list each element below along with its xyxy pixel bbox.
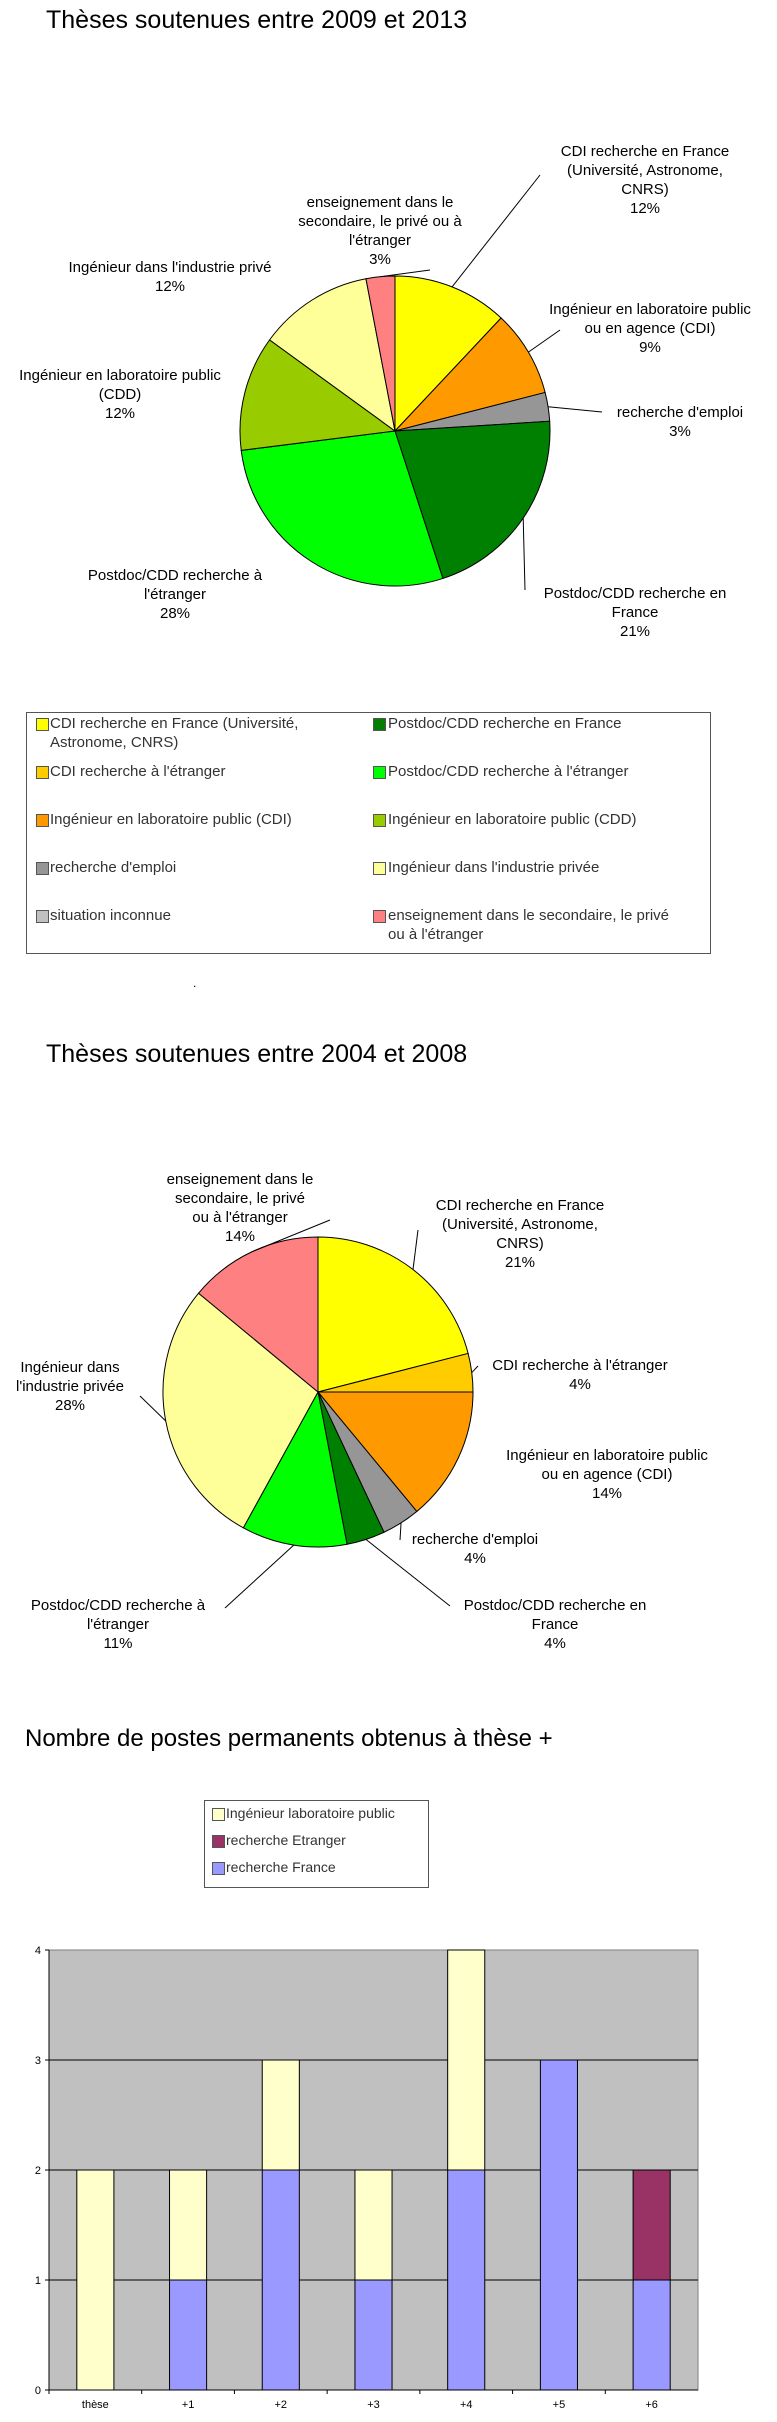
y-tick-label: 4 <box>34 1945 41 1957</box>
pie2-label-enseignement: enseignement dans le secondaire, le privé ou à l'étranger 14% <box>166 1171 314 1245</box>
pie1-label-recherche-emploi: recherche d'emploi 3% <box>616 404 744 440</box>
pie2-label-cdi-france: CDI recherche en France (Université, Astronome, CNRS) 21% <box>435 1197 605 1271</box>
chart3-title: Nombre de postes permanents obtenus à thèse + <box>25 1725 553 1752</box>
y-tick-label: 0 <box>34 2385 41 2397</box>
legend-item: Postdoc/CDD recherche en France <box>388 715 622 732</box>
legend-item: recherche Etranger <box>226 1832 346 1848</box>
bar-0-3 <box>355 2280 392 2390</box>
x-tick-label: +5 <box>552 2399 566 2411</box>
pie1-label-enseignement: enseignement dans le secondaire, le privé ou à l'étranger 3% <box>298 194 462 268</box>
x-tick-label: +1 <box>181 2399 195 2411</box>
pie1-label-industrie: Ingénieur dans l'industrie privé 12% <box>68 259 272 295</box>
legend-item: Ingénieur en laboratoire public (CDI) <box>50 811 292 828</box>
pie1-label-postdoc-france: Postdoc/CDD recherche en France 21% <box>543 585 727 640</box>
legend-item: enseignement dans le secondaire, le privé ou à l'étranger <box>388 907 670 943</box>
legend-item: Ingénieur dans l'industrie privée <box>388 859 600 876</box>
legend-item: Ingénieur laboratoire public <box>226 1805 395 1821</box>
bar-0-1 <box>170 2280 207 2390</box>
x-tick-label: +6 <box>645 2399 658 2411</box>
legend-item: Ingénieur en laboratoire public (CDD) <box>388 811 637 828</box>
bar-0-6 <box>633 2280 670 2390</box>
bar-2-1 <box>170 2170 207 2280</box>
legend-item: situation inconnue <box>50 907 171 924</box>
pie2-label-industrie: Ingénieur dans l'industrie privée 28% <box>16 1359 124 1414</box>
pie2-label-postdoc-etranger: Postdoc/CDD recherche à l'étranger 11% <box>30 1597 206 1652</box>
legend-item: Postdoc/CDD recherche à l'étranger <box>388 763 629 780</box>
pie1-label-ingenieur-cdd: Ingénieur en laboratoire public (CDD) 12% <box>19 367 221 422</box>
bar-2-4 <box>448 1950 485 2170</box>
pie2-label-postdoc-france: Postdoc/CDD recherche en France 4% <box>463 1597 647 1652</box>
bar-2-2 <box>262 2060 299 2170</box>
chart1-title: Thèses soutenues entre 2009 et 2013 <box>46 6 468 34</box>
chart2-title: Thèses soutenues entre 2004 et 2008 <box>46 1040 468 1068</box>
bar-1-6 <box>633 2170 670 2280</box>
y-tick-label: 1 <box>34 2275 41 2287</box>
legend-item: CDI recherche en France (Université, Astronome, CNRS) <box>50 715 299 751</box>
x-tick-label: +4 <box>459 2399 473 2411</box>
separator-dot: . <box>193 976 197 990</box>
pie1-label-postdoc-etranger: Postdoc/CDD recherche à l'étranger 28% <box>87 567 263 622</box>
x-tick-label: +2 <box>274 2399 288 2411</box>
bar-0-5 <box>540 2060 577 2390</box>
y-tick-label: 3 <box>34 2055 41 2067</box>
x-tick-label: thèse <box>81 2399 109 2411</box>
legend-item: CDI recherche à l'étranger <box>50 763 226 780</box>
bar-0-4 <box>448 2170 485 2390</box>
x-tick-label: +3 <box>367 2399 380 2411</box>
pie1-label-ingenieur-cdi: Ingénieur en laboratoire public ou en agence (CDI) 9% <box>549 301 751 356</box>
pie2-label-recherche-emploi: recherche d'emploi 4% <box>411 1531 539 1567</box>
pie2-label-ingenieur-cdi: Ingénieur en laboratoire public ou en agence (CDI) 14% <box>506 1447 708 1502</box>
pie1-label-cdi-france: CDI recherche en France (Université, Astronome, CNRS) 12% <box>560 143 730 217</box>
legend-item: recherche d'emploi <box>50 859 177 876</box>
y-tick-label: 2 <box>34 2165 41 2177</box>
bar-2-3 <box>355 2170 392 2280</box>
pie2-label-cdi-etranger: CDI recherche à l'étranger 4% <box>492 1357 668 1393</box>
bar-2-0 <box>77 2170 114 2390</box>
bar-0-2 <box>262 2170 299 2390</box>
legend-item: recherche France <box>226 1859 336 1875</box>
